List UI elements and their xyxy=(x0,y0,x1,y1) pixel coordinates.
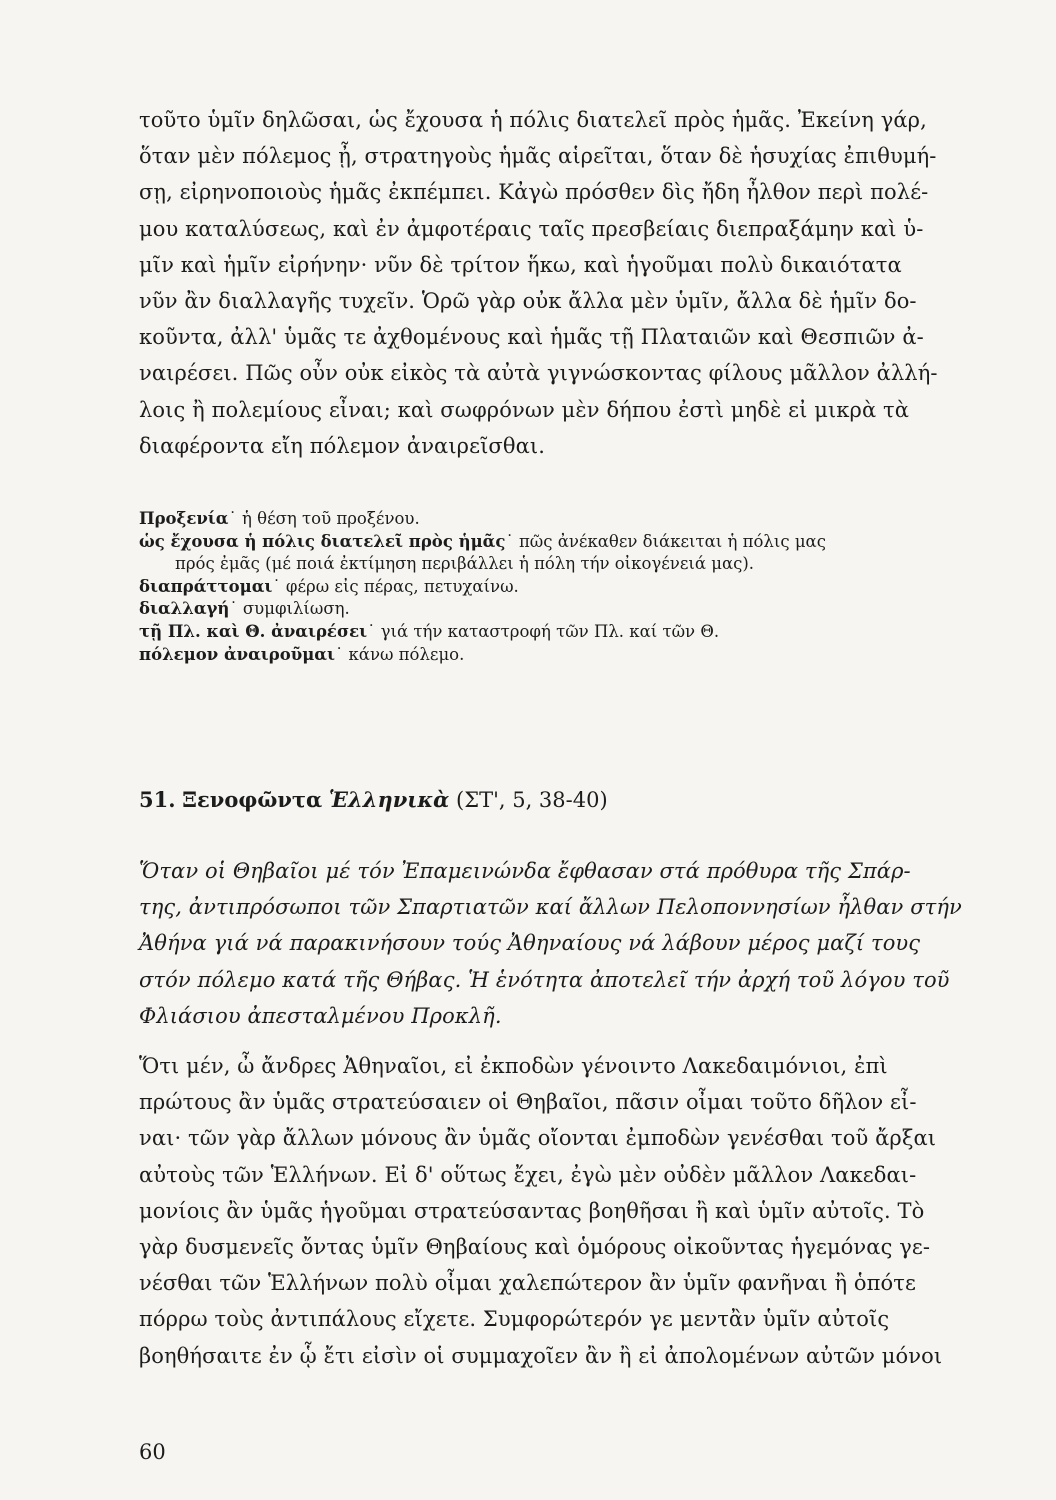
text-line: της, ἀντιπρόσωποι τῶν Σπαρτιατῶν καί ἄλλων Πελοποννησίων ἦλθαν στήν xyxy=(139,895,962,920)
gloss-separator: ˙ xyxy=(505,531,514,551)
text-line: νῦν ἂν διαλλαγῆς τυχεῖν. Ὁρῶ γὰρ οὐκ ἄλλα μὲν ὑμῖν, ἄλλα δὲ ἡμῖν δο- xyxy=(139,289,917,314)
text-line: Ὅτι μέν, ὦ ἄνδρες Ἀθηναῖοι, εἰ ἐκποδὼν γένοιντο Λακεδαιμόνιοι, ἐπὶ xyxy=(139,1054,888,1078)
text-line: σῃ, εἰρηνοποιοὺς ἡμᾶς ἐκπέμπει. Κἀγὼ πρόσθεν δὶς ἤδη ἦλθον περὶ πολέ- xyxy=(139,180,929,205)
glossary-term: διαπράττομαι xyxy=(139,576,273,596)
section-introduction xyxy=(139,853,991,1034)
text-line: τοῦτο ὑμῖν δηλῶσαι, ὡς ἔχουσα ἡ πόλις διατελεῖ πρὸς ἡμᾶς. Ἐκείνη γάρ, xyxy=(139,108,927,132)
text-line: Ὅταν οἱ Θηβαῖοι μέ τόν Ἐπαμεινώνδα ἔφθασαν στά πρόθυρα τῆς Σπάρ- xyxy=(139,859,911,883)
text-line: ναι· τῶν γὰρ ἄλλων μόνους ἂν ὑμᾶς οἴονται ἐμποδὼν γενέσθαι τοῦ ἄρξαι xyxy=(139,1126,937,1151)
text-line: Ἀθήνα γιά νά παρακινήσουν τούς Ἀθηναίους νά λάβουν μέρος μαζί τους xyxy=(139,931,921,956)
text-line: μονίοις ἂν ὑμᾶς ἡγοῦμαι στρατεύσαντας βοηθῆσαι ἢ καὶ ὑμῖν αὐτοῖς. Τὸ xyxy=(139,1198,925,1223)
gloss-separator: ˙ xyxy=(334,644,344,664)
text-line: μου καταλύσεως, καὶ ἐν ἀμφοτέραις ταῖς πρεσβείαις διεπραξάμην καὶ ὑ- xyxy=(139,216,924,241)
text-line: βοηθήσαιτε ἐν ᾧ ἔτι εἰσὶν οἱ συμμαχοῖεν ἂν ἢ εἰ ἀπολομένων αὐτῶν μόνοι xyxy=(139,1343,943,1368)
glossary-definition: γιά τήν καταστροφή τῶν Πλ. καί τῶν Θ. xyxy=(380,621,720,641)
glossary-notes xyxy=(139,508,991,666)
glossary-term: πόλεμον ἀναιροῦμαι xyxy=(139,644,335,664)
glossary-entry xyxy=(139,621,991,644)
glossary-term: τῇ Πλ. καὶ Θ. ἀναιρέσει xyxy=(139,621,368,641)
page-number: 60 xyxy=(139,1440,166,1464)
glossary-term: διαλλαγή xyxy=(139,599,230,619)
section-reference: (ΣΤ', 5, 38-40) xyxy=(456,788,608,812)
greek-passage-51 xyxy=(139,1048,991,1374)
section-heading xyxy=(139,785,991,815)
text-line: διαφέροντα εἴη πόλεμον ἀναιρεῖσθαι. xyxy=(139,433,545,458)
glossary-entry xyxy=(139,576,991,599)
text-line: αὐτοὺς τῶν Ἑλλήνων. Εἰ δ' οὕτως ἔχει, ἐγὼ μὲν οὐδὲν μᾶλλον Λακεδαι- xyxy=(139,1162,917,1187)
text-line: στόν πόλεμο κατά τῆς Θήβας. Ἡ ἑνότητα ἀποτελεῖ τήν ἀρχή τοῦ λόγου τοῦ xyxy=(139,967,950,992)
glossary-term: Προξενία xyxy=(139,509,229,528)
text-line: νέσθαι τῶν Ἑλλήνων πολὺ οἶμαι χαλεπώτερον ἂν ὑμῖν φανῆναι ἢ ὁπότε xyxy=(139,1271,916,1296)
glossary-definition-continued: πρός ἐμᾶς (μέ ποιά ἐκτίμηση περιβάλλει ἡ πόλη τήν οἰκογένειά μας). xyxy=(175,554,755,574)
glossary-entry xyxy=(139,644,991,667)
gloss-separator: ˙ xyxy=(367,621,376,641)
section-author: Ξενοφῶντα xyxy=(182,787,323,812)
glossary-term: ὡς ἔχουσα ἡ πόλις διατελεῖ πρὸς ἡμᾶς xyxy=(139,531,506,551)
section-number: 51. xyxy=(139,787,176,812)
gloss-separator: ˙ xyxy=(272,576,281,596)
glossary-entry xyxy=(139,508,991,531)
text-line: Φλιάσιου ἀπεσταλμένου Προκλῆ. xyxy=(139,1003,502,1028)
glossary-definition: φέρω εἰς πέρας, πετυχαίνω. xyxy=(285,576,519,596)
text-line: μῖν καὶ ἡμῖν εἰρήνην· νῦν δὲ τρίτον ἥκω, καὶ ἡγοῦμαι πολὺ δικαιότατα xyxy=(139,252,902,277)
text-line: ὅταν μὲν πόλεμος ᾖ, στρατηγοὺς ἡμᾶς αἱρεῖται, ὅταν δὲ ἡσυχίας ἐπιθυμή- xyxy=(139,144,937,169)
text-line: κοῦντα, ἀλλ' ὑμᾶς τε ἀχθομένους καὶ ἡμᾶς τῇ Πλαταιῶν καὶ Θεσπιῶν ἀ- xyxy=(139,325,924,350)
glossary-entry xyxy=(139,531,991,554)
text-line: πόρρω τοὺς ἀντιπάλους εἴχετε. Συμφορώτερόν γε μεντἂν ὑμῖν αὐτοῖς xyxy=(139,1307,890,1332)
gloss-separator: ˙ xyxy=(228,509,237,528)
text-line: λοις ἢ πολεμίους εἶναι; καὶ σωφρόνων μὲν δήπου ἐστὶ μηδὲ εἰ μικρὰ τὰ xyxy=(139,397,909,422)
glossary-definition: ἡ θέση τοῦ προξένου. xyxy=(242,509,420,528)
text-line: πρώτους ἂν ὑμᾶς στρατεύσαιεν οἱ Θηβαῖοι, πᾶσιν οἶμαι τοῦτο δῆλον εἶ- xyxy=(139,1090,917,1115)
section-work-title: Ἑλληνικὰ xyxy=(328,787,450,812)
glossary-entry xyxy=(139,598,991,621)
greek-passage-continuation xyxy=(139,102,991,464)
glossary-definition: συμφιλίωση. xyxy=(242,599,350,619)
glossary-definition: πῶς ἀνέκαθεν διάκειται ἡ πόλις μας xyxy=(518,531,826,551)
text-line: γὰρ δυσμενεῖς ὄντας ὑμῖν Θηβαίους καὶ ὁμόρους οἰκοῦντας ἡγεμόνας γε- xyxy=(139,1235,931,1260)
text-line: ναιρέσει. Πῶς οὖν οὐκ εἰκὸς τὰ αὐτὰ γιγνώσκοντας φίλους μᾶλλον ἀλλή- xyxy=(139,361,938,386)
gloss-separator: ˙ xyxy=(229,599,238,619)
glossary-definition: κάνω πόλεμο. xyxy=(348,644,465,664)
